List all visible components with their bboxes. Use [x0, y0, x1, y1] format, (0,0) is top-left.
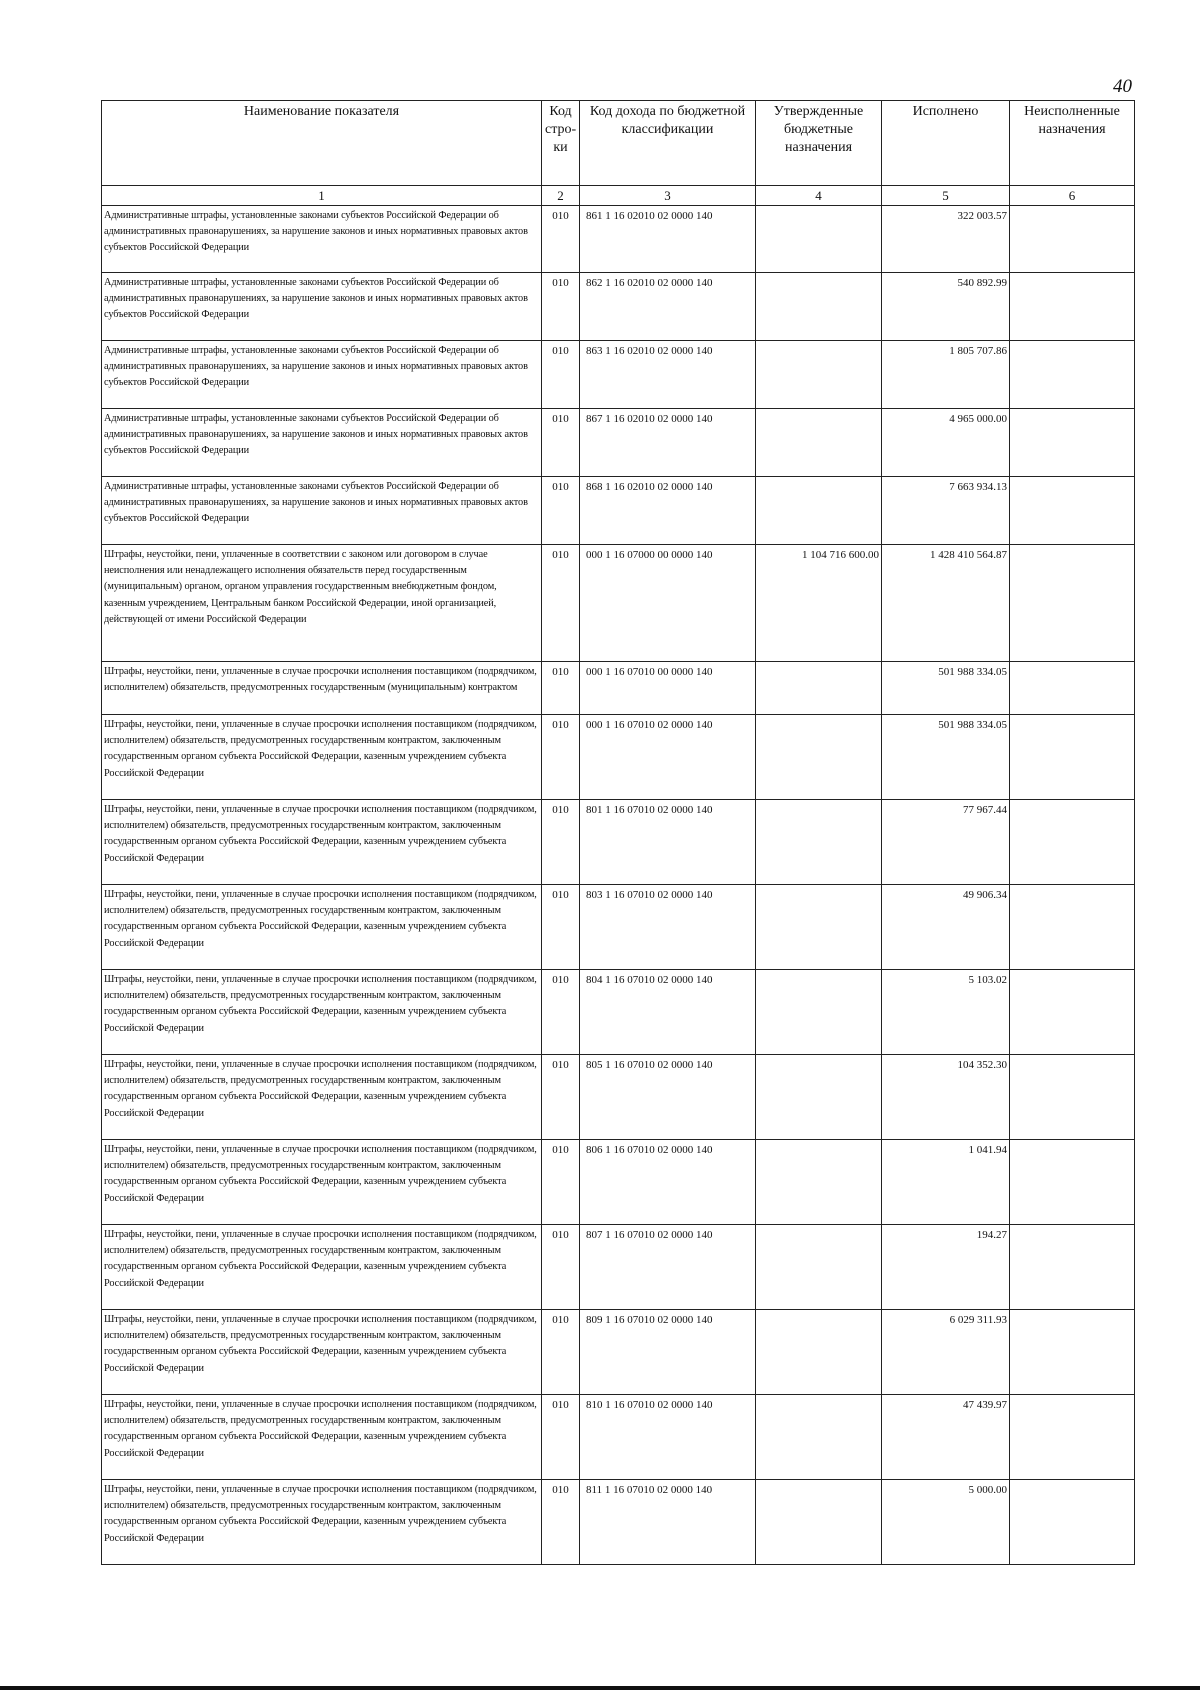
- income-code-cell: 000 1 16 07010 00 0000 140: [580, 662, 756, 715]
- unexecuted-amount-cell: [1010, 273, 1135, 341]
- header-row: [102, 101, 1135, 186]
- unexecuted-amount-cell: [1010, 545, 1135, 662]
- income-code-cell: 863 1 16 02010 02 0000 140: [580, 341, 756, 409]
- indicator-name-cell: Штрафы, неустойки, пени, уплаченные в случае просрочки исполнения поставщиком (подрядчиком, исполнителем) обязательств, предусмотренных государственным контрактом, заключенным государственным органом субъекта Российской Федерации, казенным учреждением субъекта Российской Федерации: [102, 885, 542, 970]
- unexecuted-amount-cell: [1010, 1225, 1135, 1310]
- income-code-cell: 861 1 16 02010 02 0000 140: [580, 206, 756, 273]
- unexecuted-amount-cell: [1010, 970, 1135, 1055]
- indicator-name-cell: Штрафы, неустойки, пени, уплаченные в случае просрочки исполнения поставщиком (подрядчиком, исполнителем) обязательств, предусмотренных государственным контрактом, заключенным государственным органом субъекта Российской Федерации, казенным учреждением субъекта Российской Федерации: [102, 1480, 542, 1565]
- table-row: [102, 409, 1135, 477]
- executed-amount-cell: 4 965 000.00: [882, 409, 1010, 477]
- unexecuted-amount-cell: [1010, 662, 1135, 715]
- column-number: 1: [102, 186, 542, 206]
- table-row: [102, 206, 1135, 273]
- table-row: [102, 545, 1135, 662]
- header-income-code: Код дохода по бюджетной классификации: [580, 101, 756, 186]
- indicator-name-cell: Штрафы, неустойки, пени, уплаченные в случае просрочки исполнения поставщиком (подрядчиком, исполнителем) обязательств, предусмотренных государственным контрактом, заключенным государственным органом субъекта Российской Федерации, казенным учреждением субъекта Российской Федерации: [102, 1140, 542, 1225]
- header-unexecuted: Неисполненные назначения: [1010, 101, 1135, 186]
- table-row: [102, 273, 1135, 341]
- unexecuted-amount-cell: [1010, 1055, 1135, 1140]
- income-code-cell: 807 1 16 07010 02 0000 140: [580, 1225, 756, 1310]
- executed-amount-cell: 501 988 334.05: [882, 715, 1010, 800]
- indicator-name-cell: Штрафы, неустойки, пени, уплаченные в случае просрочки исполнения поставщиком (подрядчиком, исполнителем) обязательств, предусмотренных государственным (муниципальным) контрактом: [102, 662, 542, 715]
- row-code-cell: 010: [542, 885, 580, 970]
- approved-amount-cell: 1 104 716 600.00: [756, 545, 882, 662]
- row-code-cell: 010: [542, 545, 580, 662]
- executed-amount-cell: 540 892.99: [882, 273, 1010, 341]
- row-code-cell: 010: [542, 1140, 580, 1225]
- indicator-name-cell: Административные штрафы, установленные законами субъектов Российской Федерации об административных правонарушениях, за нарушение законов и иных нормативных правовых актов субъектов Российской Федерации: [102, 409, 542, 477]
- approved-amount-cell: [756, 206, 882, 273]
- executed-amount-cell: 49 906.34: [882, 885, 1010, 970]
- row-code-cell: 010: [542, 409, 580, 477]
- table-row: [102, 800, 1135, 885]
- executed-amount-cell: 501 988 334.05: [882, 662, 1010, 715]
- executed-amount-cell: 5 000.00: [882, 1480, 1010, 1565]
- income-code-cell: 867 1 16 02010 02 0000 140: [580, 409, 756, 477]
- approved-amount-cell: [756, 1395, 882, 1480]
- row-code-cell: 010: [542, 800, 580, 885]
- income-code-cell: 810 1 16 07010 02 0000 140: [580, 1395, 756, 1480]
- row-code-cell: 010: [542, 715, 580, 800]
- row-code-cell: 010: [542, 341, 580, 409]
- income-code-cell: 000 1 16 07000 00 0000 140: [580, 545, 756, 662]
- indicator-name-cell: Штрафы, неустойки, пени, уплаченные в случае просрочки исполнения поставщиком (подрядчиком, исполнителем) обязательств, предусмотренных государственным контрактом, заключенным государственным органом субъекта Российской Федерации, казенным учреждением субъекта Российской Федерации: [102, 1310, 542, 1395]
- table-row: [102, 1395, 1135, 1480]
- indicator-name-cell: Штрафы, неустойки, пени, уплаченные в соответствии с законом или договором в случае неисполнения или ненадлежащего исполнения обязательств перед государственным (муниципальным) органом, органом управления государственным внебюджетным фондом, казенным учреждением, Центральным банком Российской Федерации, иной организацией, действующей от имени Российской Федерации: [102, 545, 542, 662]
- income-code-cell: 809 1 16 07010 02 0000 140: [580, 1310, 756, 1395]
- row-code-cell: 010: [542, 273, 580, 341]
- unexecuted-amount-cell: [1010, 1395, 1135, 1480]
- indicator-name-cell: Административные штрафы, установленные законами субъектов Российской Федерации об административных правонарушениях, за нарушение законов и иных нормативных правовых актов субъектов Российской Федерации: [102, 341, 542, 409]
- unexecuted-amount-cell: [1010, 1310, 1135, 1395]
- header-indicator-name: Наименование показателя: [102, 101, 542, 186]
- executed-amount-cell: 1 041.94: [882, 1140, 1010, 1225]
- table-row: [102, 715, 1135, 800]
- row-code-cell: 010: [542, 477, 580, 545]
- row-code-cell: 010: [542, 662, 580, 715]
- unexecuted-amount-cell: [1010, 206, 1135, 273]
- approved-amount-cell: [756, 1055, 882, 1140]
- row-code-cell: 010: [542, 206, 580, 273]
- executed-amount-cell: 1 805 707.86: [882, 341, 1010, 409]
- table-row: [102, 1055, 1135, 1140]
- executed-amount-cell: 5 103.02: [882, 970, 1010, 1055]
- unexecuted-amount-cell: [1010, 477, 1135, 545]
- executed-amount-cell: 194.27: [882, 1225, 1010, 1310]
- column-number: 3: [580, 186, 756, 206]
- unexecuted-amount-cell: [1010, 715, 1135, 800]
- executed-amount-cell: 1 428 410 564.87: [882, 545, 1010, 662]
- column-number: 6: [1010, 186, 1135, 206]
- approved-amount-cell: [756, 715, 882, 800]
- header-approved: Утвержденные бюджетные назначения: [756, 101, 882, 186]
- approved-amount-cell: [756, 409, 882, 477]
- table-row: [102, 662, 1135, 715]
- approved-amount-cell: [756, 970, 882, 1055]
- unexecuted-amount-cell: [1010, 341, 1135, 409]
- approved-amount-cell: [756, 1480, 882, 1565]
- table-row: [102, 341, 1135, 409]
- indicator-name-cell: Административные штрафы, установленные законами субъектов Российской Федерации об административных правонарушениях, за нарушение законов и иных нормативных правовых актов субъектов Российской Федерации: [102, 477, 542, 545]
- indicator-name-cell: Штрафы, неустойки, пени, уплаченные в случае просрочки исполнения поставщиком (подрядчиком, исполнителем) обязательств, предусмотренных государственным контрактом, заключенным государственным органом субъекта Российской Федерации, казенным учреждением субъекта Российской Федерации: [102, 800, 542, 885]
- scan-edge: [0, 1686, 1200, 1690]
- indicator-name-cell: Штрафы, неустойки, пени, уплаченные в случае просрочки исполнения поставщиком (подрядчиком, исполнителем) обязательств, предусмотренных государственным контрактом, заключенным государственным органом субъекта Российской Федерации, казенным учреждением субъекта Российской Федерации: [102, 1225, 542, 1310]
- row-code-cell: 010: [542, 1225, 580, 1310]
- table-row: [102, 1480, 1135, 1565]
- income-code-cell: 805 1 16 07010 02 0000 140: [580, 1055, 756, 1140]
- executed-amount-cell: 104 352.30: [882, 1055, 1010, 1140]
- approved-amount-cell: [756, 341, 882, 409]
- column-number: 5: [882, 186, 1010, 206]
- income-code-cell: 801 1 16 07010 02 0000 140: [580, 800, 756, 885]
- page-number: 40: [1113, 76, 1132, 97]
- approved-amount-cell: [756, 1140, 882, 1225]
- row-code-cell: 010: [542, 1480, 580, 1565]
- executed-amount-cell: 77 967.44: [882, 800, 1010, 885]
- unexecuted-amount-cell: [1010, 1140, 1135, 1225]
- approved-amount-cell: [756, 800, 882, 885]
- unexecuted-amount-cell: [1010, 1480, 1135, 1565]
- column-number-row: [102, 186, 1135, 206]
- header-row-code: Код стро-ки: [542, 101, 580, 186]
- table-row: [102, 970, 1135, 1055]
- indicator-name-cell: Административные штрафы, установленные законами субъектов Российской Федерации об административных правонарушениях, за нарушение законов и иных нормативных правовых актов субъектов Российской Федерации: [102, 206, 542, 273]
- approved-amount-cell: [756, 885, 882, 970]
- indicator-name-cell: Штрафы, неустойки, пени, уплаченные в случае просрочки исполнения поставщиком (подрядчиком, исполнителем) обязательств, предусмотренных государственным контрактом, заключенным государственным органом субъекта Российской Федерации, казенным учреждением субъекта Российской Федерации: [102, 715, 542, 800]
- table-row: [102, 1225, 1135, 1310]
- indicator-name-cell: Штрафы, неустойки, пени, уплаченные в случае просрочки исполнения поставщиком (подрядчиком, исполнителем) обязательств, предусмотренных государственным контрактом, заключенным государственным органом субъекта Российской Федерации, казенным учреждением субъекта Российской Федерации: [102, 1395, 542, 1480]
- row-code-cell: 010: [542, 1310, 580, 1395]
- approved-amount-cell: [756, 1225, 882, 1310]
- income-code-cell: 806 1 16 07010 02 0000 140: [580, 1140, 756, 1225]
- table-row: [102, 1310, 1135, 1395]
- income-code-cell: 000 1 16 07010 02 0000 140: [580, 715, 756, 800]
- unexecuted-amount-cell: [1010, 885, 1135, 970]
- header-executed: Исполнено: [882, 101, 1010, 186]
- income-code-cell: 803 1 16 07010 02 0000 140: [580, 885, 756, 970]
- row-code-cell: 010: [542, 1395, 580, 1480]
- approved-amount-cell: [756, 477, 882, 545]
- table-body: [102, 206, 1135, 1565]
- row-code-cell: 010: [542, 970, 580, 1055]
- unexecuted-amount-cell: [1010, 409, 1135, 477]
- income-code-cell: 862 1 16 02010 02 0000 140: [580, 273, 756, 341]
- approved-amount-cell: [756, 273, 882, 341]
- unexecuted-amount-cell: [1010, 800, 1135, 885]
- column-number: 4: [756, 186, 882, 206]
- row-code-cell: 010: [542, 1055, 580, 1140]
- indicator-name-cell: Административные штрафы, установленные законами субъектов Российской Федерации об административных правонарушениях, за нарушение законов и иных нормативных правовых актов субъектов Российской Федерации: [102, 273, 542, 341]
- approved-amount-cell: [756, 1310, 882, 1395]
- column-number: 2: [542, 186, 580, 206]
- executed-amount-cell: 322 003.57: [882, 206, 1010, 273]
- executed-amount-cell: 47 439.97: [882, 1395, 1010, 1480]
- budget-income-table: [101, 100, 1135, 1565]
- income-code-cell: 804 1 16 07010 02 0000 140: [580, 970, 756, 1055]
- table-row: [102, 885, 1135, 970]
- indicator-name-cell: Штрафы, неустойки, пени, уплаченные в случае просрочки исполнения поставщиком (подрядчиком, исполнителем) обязательств, предусмотренных государственным контрактом, заключенным государственным органом субъекта Российской Федерации, казенным учреждением субъекта Российской Федерации: [102, 970, 542, 1055]
- executed-amount-cell: 7 663 934.13: [882, 477, 1010, 545]
- income-code-cell: 868 1 16 02010 02 0000 140: [580, 477, 756, 545]
- table-row: [102, 1140, 1135, 1225]
- table-row: [102, 477, 1135, 545]
- approved-amount-cell: [756, 662, 882, 715]
- indicator-name-cell: Штрафы, неустойки, пени, уплаченные в случае просрочки исполнения поставщиком (подрядчиком, исполнителем) обязательств, предусмотренных государственным контрактом, заключенным государственным органом субъекта Российской Федерации, казенным учреждением субъекта Российской Федерации: [102, 1055, 542, 1140]
- executed-amount-cell: 6 029 311.93: [882, 1310, 1010, 1395]
- income-code-cell: 811 1 16 07010 02 0000 140: [580, 1480, 756, 1565]
